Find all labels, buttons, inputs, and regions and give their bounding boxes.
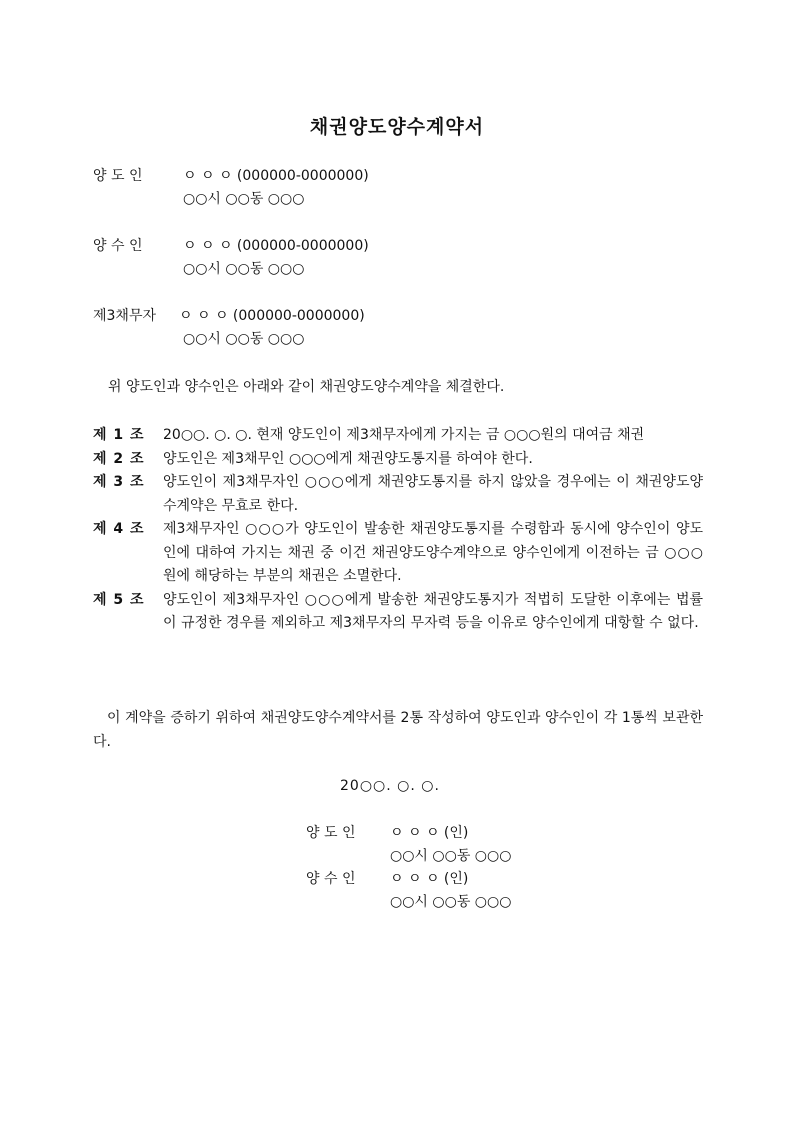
assignee-label: 양 수 인: [93, 238, 143, 254]
signature-assignee-name: ㅇ ㅇ ㅇ (인): [390, 871, 469, 887]
signature-assignor-name: ㅇ ㅇ ㅇ (인): [390, 825, 469, 841]
article-2: [93, 448, 703, 472]
article-text: 양도인이 제3채무자인 ○○○에게 채권양도통지를 하지 않았을 경우에는 이 채권양도양수계약은 무효로 한다.: [163, 474, 703, 514]
article-text: 20○○. ○. ○. 현재 양도인이 제3채무자에게 가지는 금 ○○○원의 대여금 채권: [163, 427, 645, 443]
signature-assignee-address: ○○시 ○○동 ○○○: [390, 894, 512, 910]
assignee-address: ○○시 ○○동 ○○○: [183, 261, 305, 277]
debtor-address: ○○시 ○○동 ○○○: [183, 331, 305, 347]
debtor-label: 제3채무자: [93, 308, 157, 324]
debtor-block: [93, 305, 365, 351]
signature-assignor-label: 양 도 인: [306, 825, 356, 841]
assignor-block: [93, 165, 369, 211]
article-5: [93, 589, 703, 636]
assignor-address: ○○시 ○○동 ○○○: [183, 191, 305, 207]
article-number: 제 5 조: [93, 591, 145, 608]
assignor-name-id: ㅇ ㅇ ㅇ (000000-0000000): [183, 168, 369, 184]
article-number: 제 1 조: [93, 427, 145, 443]
article-list: [93, 424, 703, 636]
article-3: [93, 471, 703, 518]
article-number: 제 3 조: [93, 474, 145, 490]
intro-paragraph: 위 양도인과 양수인은 아래와 같이 채권양도양수계약을 체결한다.: [108, 379, 505, 395]
debtor-name-id: ㅇ ㅇ ㅇ (000000-0000000): [179, 308, 365, 324]
signature-block: [306, 822, 511, 914]
assignee-block: [93, 235, 369, 281]
article-text: 양도인이 제3채무자인 ○○○에게 발송한 채권양도통지가 적법히 도달한 이후에는 법률이 규정한 경우를 제외하고 제3채무자의 무자력 등을 이유로 양수인에게 대항할 수 없다.: [163, 591, 703, 631]
document-title: 채권양도양수계약서: [309, 116, 485, 138]
assignee-name-id: ㅇ ㅇ ㅇ (000000-0000000): [183, 238, 369, 254]
article-number: 제 2 조: [93, 450, 145, 467]
article-text: 제3채무자인 ○○○가 양도인이 발송한 채권양도통지를 수령함과 동시에 양수인이 양도인에 대하여 가지는 채권 중 이건 채권양도양수계약으로 양수인에게 이전하는 금 ○○○원에 해당하는 부분의 채권은 소멸한다.: [163, 521, 703, 584]
article-4: [93, 518, 703, 589]
article-1: [93, 424, 703, 448]
signature-assignee-label: 양 수 인: [306, 871, 356, 887]
signature-assignor-address: ○○시 ○○동 ○○○: [390, 848, 512, 864]
closing-paragraph: 이 계약을 증하기 위하여 채권양도양수계약서를 2통 작성하여 양도인과 양수인이 각 1통씩 보관한다.: [93, 710, 703, 750]
assignor-label: 양 도 인: [93, 168, 143, 184]
article-text: 양도인은 제3채무인 ○○○에게 채권양도통지를 하여야 한다.: [163, 450, 533, 467]
contract-date: 20○○. ○. ○.: [340, 778, 440, 794]
article-number: 제 4 조: [93, 521, 145, 537]
